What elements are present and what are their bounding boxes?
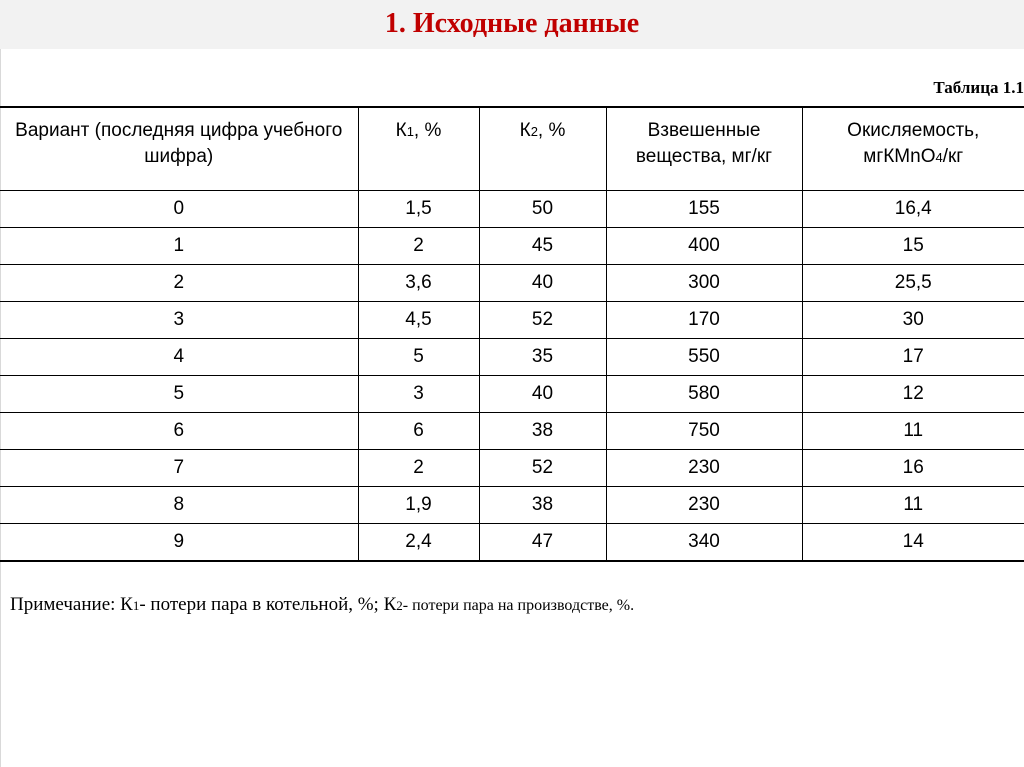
- cell-k1: 3: [358, 376, 479, 413]
- cell-k1: 3,6: [358, 265, 479, 302]
- cell-k2: 38: [479, 487, 606, 524]
- cell-variant: 1: [0, 228, 358, 265]
- cell-variant: 3: [0, 302, 358, 339]
- header-suspended-solids: Взвешенные вещества, мг/кг: [606, 107, 802, 191]
- cell-oxidizability: 11: [802, 413, 1024, 450]
- cell-k1: 1,5: [358, 191, 479, 228]
- table-header-row: [0, 107, 1024, 191]
- cell-variant: 4: [0, 339, 358, 376]
- cell-k1: 2: [358, 450, 479, 487]
- table-note: Примечание: К1- потери пара в котельной, %; К2- потери пара на производстве, %.: [10, 594, 635, 615]
- header-oxidizability: Окисляемость, мгКМnО4/кг: [802, 107, 1024, 191]
- cell-suspended: 300: [606, 265, 802, 302]
- table-row: [0, 487, 1024, 524]
- slide-title-bar: [0, 0, 1024, 49]
- cell-k1: 4,5: [358, 302, 479, 339]
- cell-k2: 40: [479, 265, 606, 302]
- table-caption: Таблица 1.1: [933, 78, 1024, 97]
- cell-k1: 2: [358, 228, 479, 265]
- cell-k2: 40: [479, 376, 606, 413]
- cell-k2: 50: [479, 191, 606, 228]
- cell-k2: 38: [479, 413, 606, 450]
- cell-oxidizability: 30: [802, 302, 1024, 339]
- table-row: [0, 413, 1024, 450]
- cell-oxidizability: 11: [802, 487, 1024, 524]
- cell-variant: 9: [0, 524, 358, 562]
- cell-k1: 2,4: [358, 524, 479, 562]
- cell-suspended: 750: [606, 413, 802, 450]
- cell-k2: 47: [479, 524, 606, 562]
- slide-title: 1. Исходные данные: [384, 8, 640, 39]
- cell-suspended: 230: [606, 450, 802, 487]
- table-row: [0, 339, 1024, 376]
- cell-oxidizability: 17: [802, 339, 1024, 376]
- table-row: [0, 302, 1024, 339]
- cell-suspended: 155: [606, 191, 802, 228]
- cell-oxidizability: 15: [802, 228, 1024, 265]
- cell-suspended: 550: [606, 339, 802, 376]
- header-k1: К1, %: [358, 107, 479, 191]
- cell-k2: 52: [479, 302, 606, 339]
- cell-oxidizability: 16: [802, 450, 1024, 487]
- table-row: [0, 265, 1024, 302]
- cell-variant: 7: [0, 450, 358, 487]
- cell-variant: 2: [0, 265, 358, 302]
- table-row: [0, 450, 1024, 487]
- cell-variant: 5: [0, 376, 358, 413]
- table-row: [0, 228, 1024, 265]
- cell-suspended: 230: [606, 487, 802, 524]
- cell-oxidizability: 12: [802, 376, 1024, 413]
- cell-suspended: 340: [606, 524, 802, 562]
- cell-oxidizability: 25,5: [802, 265, 1024, 302]
- cell-k2: 45: [479, 228, 606, 265]
- header-k2: К2, %: [479, 107, 606, 191]
- cell-variant: 0: [0, 191, 358, 228]
- cell-suspended: 170: [606, 302, 802, 339]
- table-row: [0, 524, 1024, 562]
- cell-k1: 6: [358, 413, 479, 450]
- header-variant: Вариант (последняя цифра учебного шифра): [0, 107, 358, 191]
- source-data-table: [0, 106, 1024, 562]
- cell-oxidizability: 16,4: [802, 191, 1024, 228]
- cell-k2: 52: [479, 450, 606, 487]
- cell-variant: 6: [0, 413, 358, 450]
- cell-k1: 1,9: [358, 487, 479, 524]
- table-row: [0, 191, 1024, 228]
- cell-k2: 35: [479, 339, 606, 376]
- cell-suspended: 400: [606, 228, 802, 265]
- cell-suspended: 580: [606, 376, 802, 413]
- cell-oxidizability: 14: [802, 524, 1024, 562]
- cell-k1: 5: [358, 339, 479, 376]
- table-row: [0, 376, 1024, 413]
- cell-variant: 8: [0, 487, 358, 524]
